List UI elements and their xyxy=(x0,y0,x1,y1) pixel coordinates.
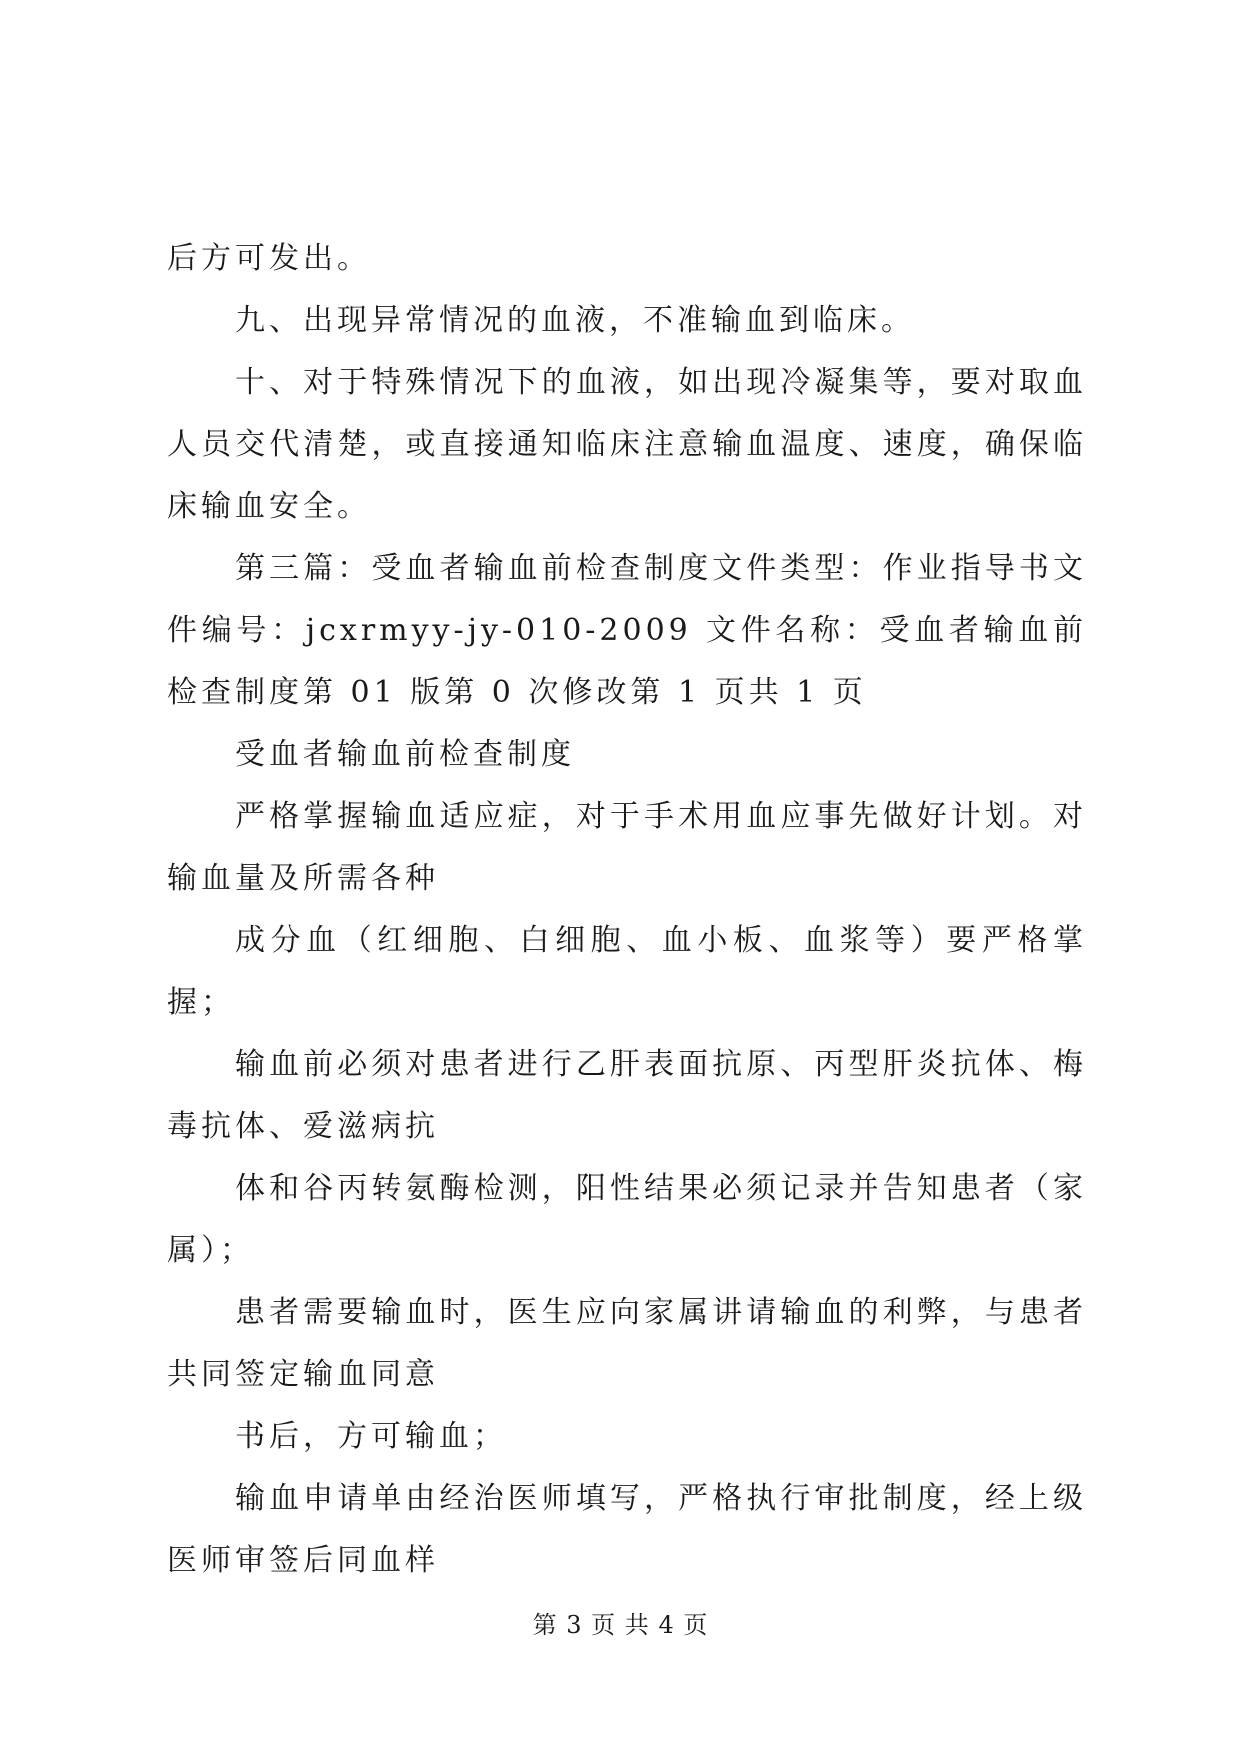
paragraph-9: 体和谷丙转氨酶检测，阳性结果必须记录并告知患者（家属）； xyxy=(167,1171,1087,1268)
page-footer xyxy=(0,1605,1241,1640)
paragraph-7: 成分血（红细胞、白细胞、血小板、血浆等）要严格掌握； xyxy=(167,923,1087,1020)
paragraph-8: 输血前必须对患者进行乙肝表面抗原、丙型肝炎抗体、梅毒抗体、爱滋病抗 xyxy=(167,1047,1087,1144)
paragraph-4: 第三篇：受血者输血前检查制度文件类型：作业指导书文件编号：jcxrmyy-jy-010-2009 文件名称：受血者输血前检查制度第 01 版第 0 次修改第 1 页共 1 页 xyxy=(167,551,1087,710)
paragraph-3: 十、对于特殊情况下的血液，如出现冷凝集等，要对取血人员交代清楚，或直接通知临床注意输血温度、速度，确保临床输血安全。 xyxy=(167,365,1087,524)
paragraph-11: 书后，方可输血； xyxy=(235,1419,507,1454)
paragraph-12: 输血申请单由经治医师填写，严格执行审批制度，经上级医师审签后同血样 xyxy=(167,1481,1087,1578)
paragraph-10: 患者需要输血时，医生应向家属讲请输血的利弊，与患者共同签定输血同意 xyxy=(167,1295,1087,1392)
paragraph-5-heading: 受血者输血前检查制度 xyxy=(235,737,575,772)
paragraph-6: 严格掌握输血适应症，对于手术用血应事先做好计划。对输血量及所需各种 xyxy=(167,799,1087,896)
paragraph-2: 九、出现异常情况的血液，不准输血到临床。 xyxy=(235,303,915,338)
document-body xyxy=(167,228,1087,1592)
paragraph-1: 后方可发出。 xyxy=(167,241,371,276)
page-number-label: 第 3 页 共 4 页 xyxy=(532,1611,709,1639)
